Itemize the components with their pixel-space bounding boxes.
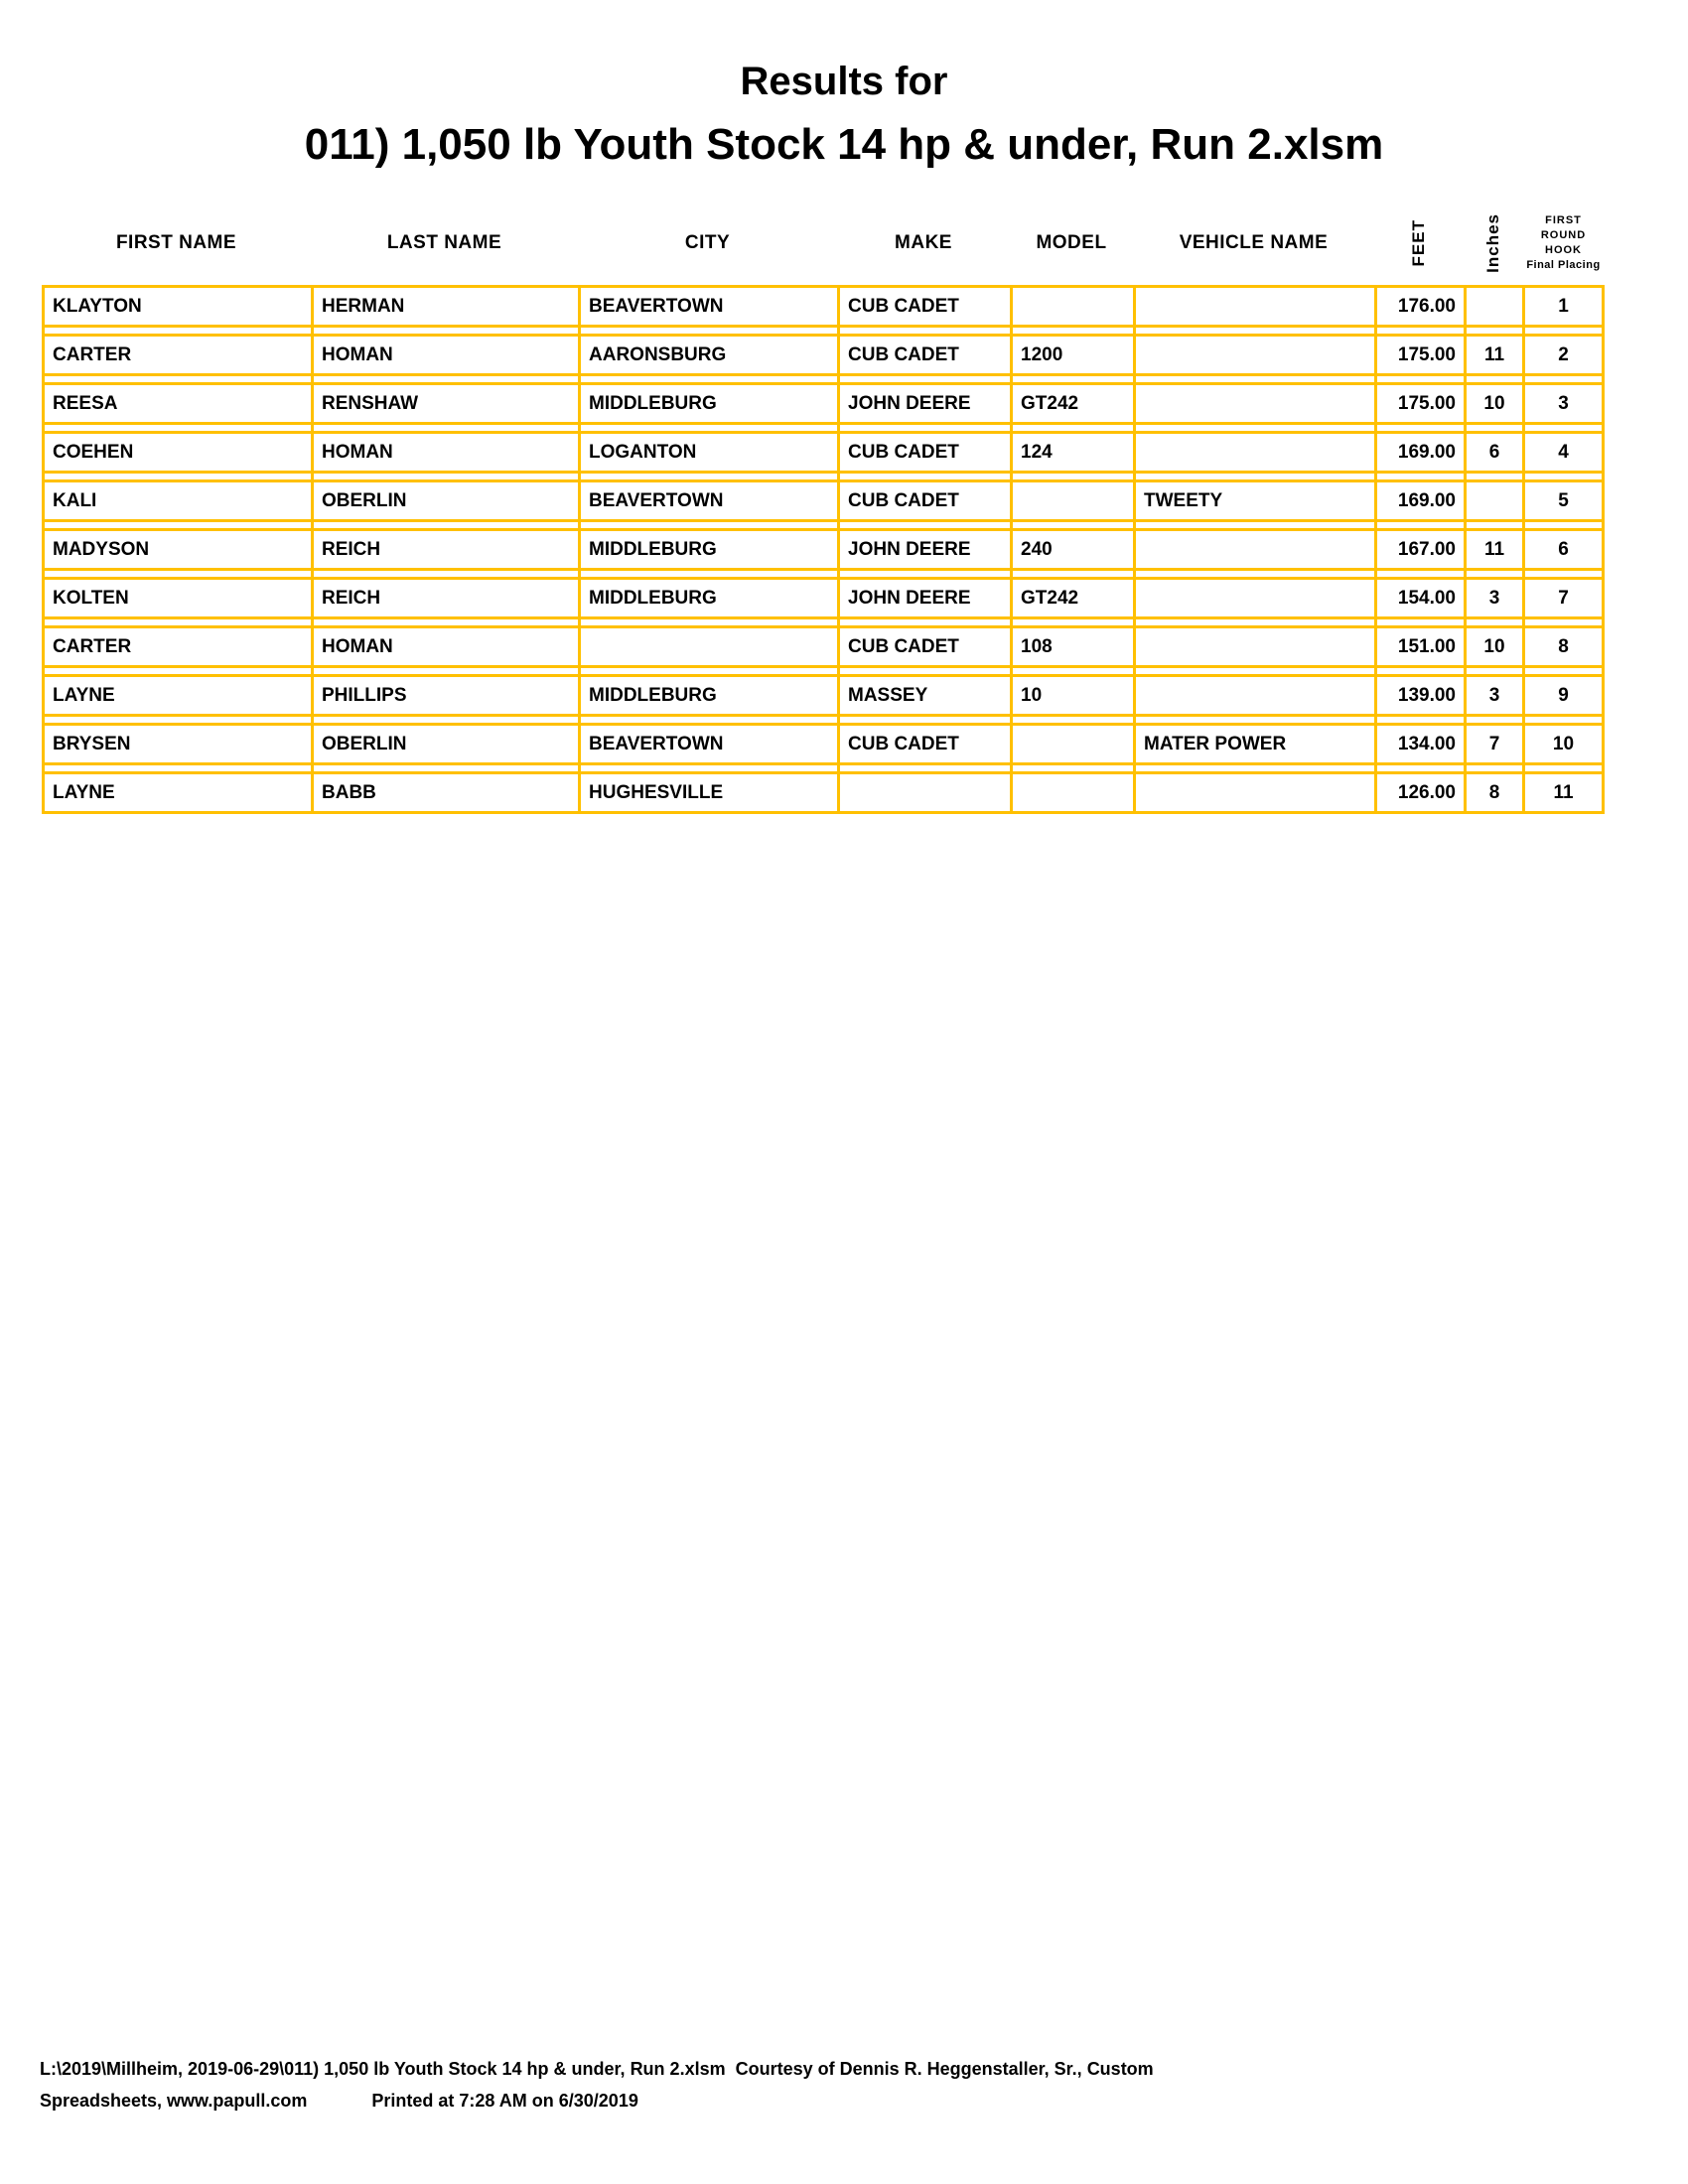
cell-last-name: REICH [311, 528, 578, 571]
cell-make [837, 771, 1010, 814]
cell-city: BEAVERTOWN [578, 285, 837, 328]
cell-city: MIDDLEBURG [578, 382, 837, 425]
cell-feet: 154.00 [1374, 577, 1464, 619]
cell-vehicle-name [1133, 771, 1374, 814]
cell-last-name: RENSHAW [311, 382, 578, 425]
cell-model: 108 [1010, 625, 1133, 668]
cell-city: AARONSBURG [578, 334, 837, 376]
cell-model [1010, 771, 1133, 814]
footer-printed-at: Printed at 7:28 AM on 6/30/2019 [371, 2091, 638, 2111]
cell-model: 240 [1010, 528, 1133, 571]
cell-placing: 8 [1522, 625, 1605, 668]
cell-first-name: KLAYTON [42, 285, 311, 328]
cell-city: BEAVERTOWN [578, 479, 837, 522]
table-header-row [42, 202, 1605, 285]
table-row [42, 528, 1605, 571]
cell-feet: 169.00 [1374, 479, 1464, 522]
cell-vehicle-name: MATER POWER [1133, 723, 1374, 765]
col-header-make: MAKE [895, 232, 952, 253]
cell-make: CUB CADET [837, 285, 1010, 328]
cell-first-name: KOLTEN [42, 577, 311, 619]
page-title-line2: 011) 1,050 lb Youth Stock 14 hp & under, Run 2.xlsm [304, 120, 1384, 169]
col-header-model: MODEL [1036, 232, 1107, 253]
cell-placing: 9 [1522, 674, 1605, 717]
cell-city: MIDDLEBURG [578, 577, 837, 619]
cell-placing: 2 [1522, 334, 1605, 376]
table-row [42, 334, 1605, 376]
cell-inches: 11 [1464, 334, 1522, 376]
footer-website: Spreadsheets, www.papull.com [40, 2091, 308, 2111]
cell-make: JOHN DEERE [837, 382, 1010, 425]
cell-first-name: LAYNE [42, 771, 311, 814]
cell-inches: 3 [1464, 577, 1522, 619]
table-row [42, 479, 1605, 522]
cell-make: CUB CADET [837, 334, 1010, 376]
cell-model [1010, 723, 1133, 765]
cell-model [1010, 479, 1133, 522]
table-body [42, 285, 1605, 814]
cell-vehicle-name [1133, 334, 1374, 376]
cell-first-name: MADYSON [42, 528, 311, 571]
cell-inches [1464, 285, 1522, 328]
cell-feet: 134.00 [1374, 723, 1464, 765]
cell-feet: 151.00 [1374, 625, 1464, 668]
cell-inches: 7 [1464, 723, 1522, 765]
cell-inches: 3 [1464, 674, 1522, 717]
cell-model: 124 [1010, 431, 1133, 474]
cell-first-name: CARTER [42, 625, 311, 668]
cell-inches: 8 [1464, 771, 1522, 814]
cell-last-name: OBERLIN [311, 723, 578, 765]
col-header-placing: FIRST ROUND HOOK Final Placing [1526, 214, 1601, 271]
cell-vehicle-name [1133, 528, 1374, 571]
cell-city: LOGANTON [578, 431, 837, 474]
cell-last-name: BABB [311, 771, 578, 814]
cell-first-name: CARTER [42, 334, 311, 376]
cell-make: CUB CADET [837, 479, 1010, 522]
cell-placing: 6 [1522, 528, 1605, 571]
cell-inches: 11 [1464, 528, 1522, 571]
cell-inches: 10 [1464, 625, 1522, 668]
cell-placing: 10 [1522, 723, 1605, 765]
results-table [42, 202, 1605, 814]
col-header-first-name: FIRST NAME [115, 232, 237, 253]
cell-city: MIDDLEBURG [578, 528, 837, 571]
cell-make: MASSEY [837, 674, 1010, 717]
cell-placing: 5 [1522, 479, 1605, 522]
cell-feet: 176.00 [1374, 285, 1464, 328]
cell-first-name: REESA [42, 382, 311, 425]
cell-vehicle-name: TWEETY [1133, 479, 1374, 522]
cell-feet: 169.00 [1374, 431, 1464, 474]
cell-vehicle-name [1133, 382, 1374, 425]
cell-make: CUB CADET [837, 625, 1010, 668]
cell-inches: 6 [1464, 431, 1522, 474]
table-row [42, 577, 1605, 619]
cell-feet: 175.00 [1374, 334, 1464, 376]
cell-last-name: PHILLIPS [311, 674, 578, 717]
cell-city: MIDDLEBURG [578, 674, 837, 717]
cell-feet: 167.00 [1374, 528, 1464, 571]
cell-vehicle-name [1133, 285, 1374, 328]
cell-inches: 10 [1464, 382, 1522, 425]
cell-model [1010, 285, 1133, 328]
cell-vehicle-name [1133, 431, 1374, 474]
table-row [42, 771, 1605, 814]
cell-first-name: KALI [42, 479, 311, 522]
cell-inches [1464, 479, 1522, 522]
cell-feet: 175.00 [1374, 382, 1464, 425]
col-header-vehicle-name: VEHICLE NAME [1179, 232, 1329, 253]
cell-first-name: COEHEN [42, 431, 311, 474]
cell-last-name: OBERLIN [311, 479, 578, 522]
cell-vehicle-name [1133, 577, 1374, 619]
cell-make: JOHN DEERE [837, 577, 1010, 619]
cell-feet: 139.00 [1374, 674, 1464, 717]
cell-city [578, 625, 837, 668]
cell-model: GT242 [1010, 577, 1133, 619]
cell-model: 1200 [1010, 334, 1133, 376]
page-title-line1: Results for [740, 60, 948, 103]
cell-feet: 126.00 [1374, 771, 1464, 814]
table-row [42, 431, 1605, 474]
cell-last-name: HOMAN [311, 431, 578, 474]
cell-placing: 7 [1522, 577, 1605, 619]
col-header-city: CITY [684, 232, 731, 253]
table-row [42, 674, 1605, 717]
page-footer [40, 2053, 1648, 2116]
col-header-inches: Inches [1482, 213, 1502, 273]
cell-make: CUB CADET [837, 723, 1010, 765]
cell-last-name: HOMAN [311, 334, 578, 376]
cell-placing: 11 [1522, 771, 1605, 814]
footer-file-path-and-credit: L:\2019\Millheim, 2019-06-29\011) 1,050 lb Youth Stock 14 hp & under, Run 2.xlsm Courtesy of Dennis R. Heggenstaller, Sr., Custom [40, 2059, 1154, 2079]
cell-last-name: HOMAN [311, 625, 578, 668]
cell-last-name: REICH [311, 577, 578, 619]
table-row [42, 285, 1605, 328]
cell-make: CUB CADET [837, 431, 1010, 474]
cell-first-name: LAYNE [42, 674, 311, 717]
cell-vehicle-name [1133, 674, 1374, 717]
cell-last-name: HERMAN [311, 285, 578, 328]
table-row [42, 723, 1605, 765]
col-header-last-name: LAST NAME [386, 232, 502, 253]
col-header-feet: FEET [1409, 219, 1428, 267]
cell-city: HUGHESVILLE [578, 771, 837, 814]
cell-placing: 4 [1522, 431, 1605, 474]
cell-placing: 3 [1522, 382, 1605, 425]
cell-placing: 1 [1522, 285, 1605, 328]
cell-first-name: BRYSEN [42, 723, 311, 765]
cell-model: GT242 [1010, 382, 1133, 425]
table-row [42, 625, 1605, 668]
cell-make: JOHN DEERE [837, 528, 1010, 571]
cell-vehicle-name [1133, 625, 1374, 668]
table-row [42, 382, 1605, 425]
cell-city: BEAVERTOWN [578, 723, 837, 765]
cell-model: 10 [1010, 674, 1133, 717]
